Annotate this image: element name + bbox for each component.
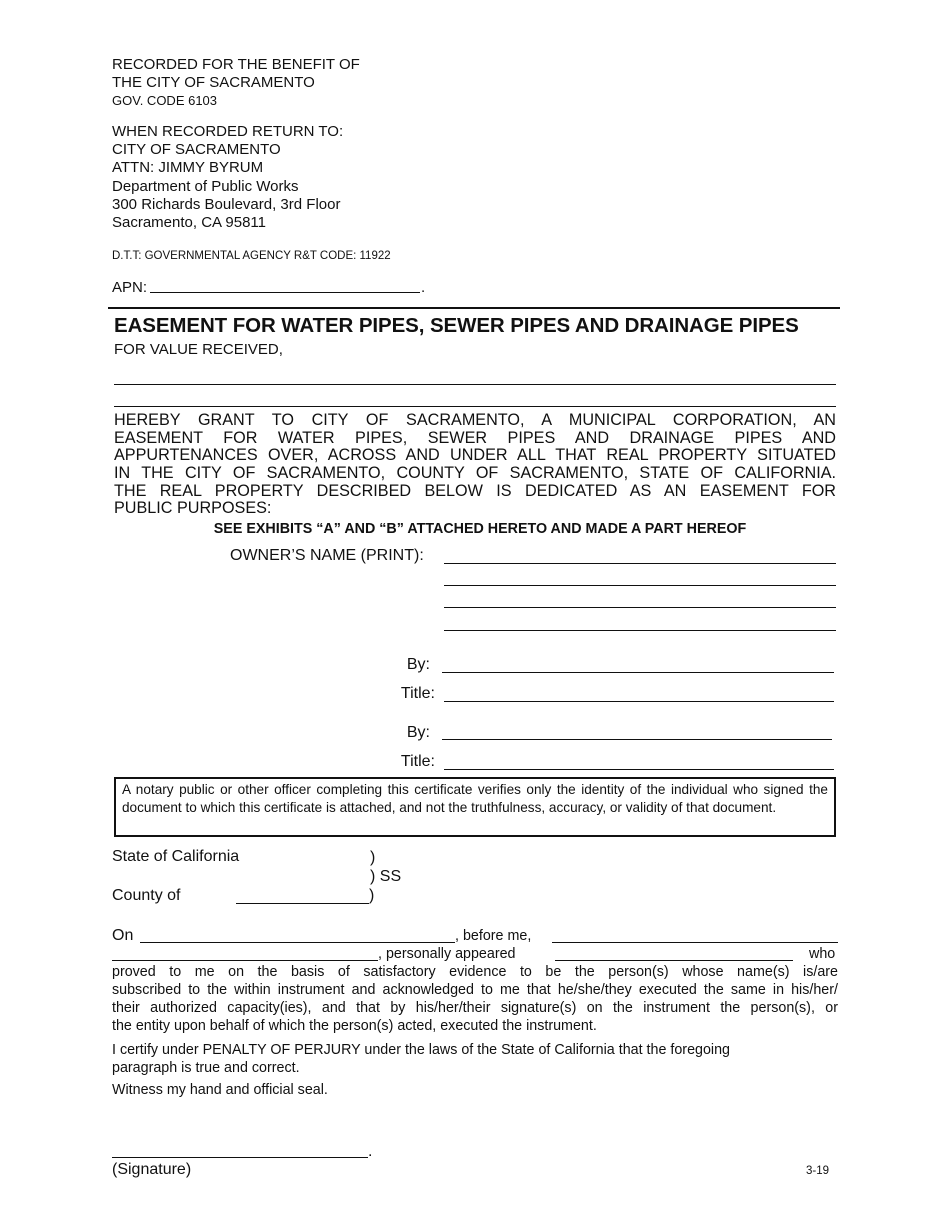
appeared-name-line-2[interactable] [555, 960, 793, 961]
state-label: State of California [112, 848, 240, 865]
title-line-1[interactable] [444, 701, 834, 702]
owner-name-line-3[interactable] [444, 607, 836, 608]
by-line-2[interactable] [442, 739, 832, 740]
recorded-benefit-line-2: THE CITY OF SACRAMENTO [112, 74, 315, 91]
proved-line: their authorized capacity(ies), and that by his/her/their signature(s) on the instrument the person(s), or [112, 1000, 838, 1016]
on-label: On [112, 927, 134, 944]
by-label-2: By: [406, 724, 430, 741]
paren-bottom: ) [369, 887, 375, 904]
grant-line: EASEMENT FOR WATER PIPES, SEWER PIPES AND DRAINAGE PIPES AND [114, 429, 836, 447]
gov-code: GOV. CODE 6103 [112, 93, 218, 108]
grant-line: HEREBY GRANT TO CITY OF SACRAMENTO, A MUNICIPAL CORPORATION, AN [114, 411, 836, 429]
grant-line: THE REAL PROPERTY DESCRIBED BELOW IS DEDICATED AS AN EASEMENT FOR [114, 482, 836, 500]
apn-end: . [421, 279, 426, 296]
paren-top: ) [370, 849, 376, 866]
grantor-line-2[interactable] [114, 406, 836, 407]
recorded-benefit-line-1: RECORDED FOR THE BENEFIT OF [112, 56, 360, 73]
signature-end: . [368, 1143, 373, 1160]
by-line-1[interactable] [442, 672, 834, 673]
return-line: Department of Public Works [112, 178, 299, 195]
personally-appeared-label: , personally appeared [378, 946, 516, 962]
form-number: 3-19 [806, 1165, 830, 1177]
grant-line: PUBLIC PURPOSES: [114, 499, 272, 517]
return-line: ATTN: JIMMY BYRUM [112, 159, 264, 176]
ss-label: ) SS [370, 868, 402, 885]
owner-name-line-4[interactable] [444, 630, 836, 631]
title-rule [108, 307, 840, 309]
return-line: Sacramento, CA 95811 [112, 214, 266, 231]
grant-line: IN THE CITY OF SACRAMENTO, COUNTY OF SACRAMENTO, STATE OF CALIFORNIA. [114, 464, 836, 482]
county-field-line[interactable] [236, 903, 369, 904]
return-line: CITY OF SACRAMENTO [112, 141, 281, 158]
before-me-label: , before me, [455, 928, 532, 944]
certify-line-2: paragraph is true and correct. [112, 1060, 300, 1076]
grantor-line-1[interactable] [114, 384, 836, 385]
document-title: EASEMENT FOR WATER PIPES, SEWER PIPES AND DRAINAGE PIPES [114, 314, 799, 337]
title-line-2[interactable] [444, 769, 834, 770]
notary-disclaimer-box: A notary public or other officer completing this certificate verifies only the identity of the individual who signed the document to which this certificate is attached, and not the truthfulness, accuracy, or validity of that document. [114, 777, 836, 837]
return-heading: WHEN RECORDED RETURN TO: [112, 123, 344, 140]
apn-field-line[interactable] [150, 292, 420, 293]
owner-name-line-2[interactable] [444, 585, 836, 586]
return-line: 300 Richards Boulevard, 3rd Floor [112, 196, 341, 213]
certify-line-1: I certify under PENALTY OF PERJURY under the laws of the State of California that the foregoing [112, 1042, 730, 1058]
signature-line[interactable] [112, 1157, 368, 1158]
proved-line: proved to me on the basis of satisfactory evidence to be the person(s) whose name(s) is/are [112, 964, 838, 980]
owner-name-line-1[interactable] [444, 563, 836, 564]
proved-line: the entity upon behalf of which the person(s) acted, executed the instrument. [112, 1018, 597, 1034]
witness-line: Witness my hand and official seal. [112, 1082, 328, 1098]
for-value-received: FOR VALUE RECEIVED, [114, 341, 283, 358]
proved-line: subscribed to the within instrument and acknowledged to me that he/she/they executed the same in his/her/ [112, 982, 838, 998]
who-label: who [809, 946, 836, 962]
date-field-line[interactable] [140, 942, 455, 943]
title-label-2: Title: [400, 753, 435, 770]
owner-name-label: OWNER’S NAME (PRINT): [230, 547, 424, 564]
dtt-code: D.T.T: GOVERNMENTAL AGENCY R&T CODE: 11922 [112, 250, 391, 262]
grant-line: APPURTENANCES OVER, ACROSS AND UNDER ALL THAT REAL PROPERTY SITUATED [114, 446, 836, 464]
signature-label: (Signature) [112, 1161, 192, 1178]
county-label: County of [112, 887, 181, 904]
appeared-name-line-1[interactable] [112, 960, 378, 961]
apn-label: APN: [112, 279, 148, 296]
title-label-1: Title: [400, 685, 435, 702]
notary-name-line[interactable] [552, 942, 838, 943]
by-label-1: By: [406, 656, 430, 673]
exhibits-line: SEE EXHIBITS “A” AND “B” ATTACHED HERETO AND MADE A PART HEREOF [213, 521, 747, 537]
